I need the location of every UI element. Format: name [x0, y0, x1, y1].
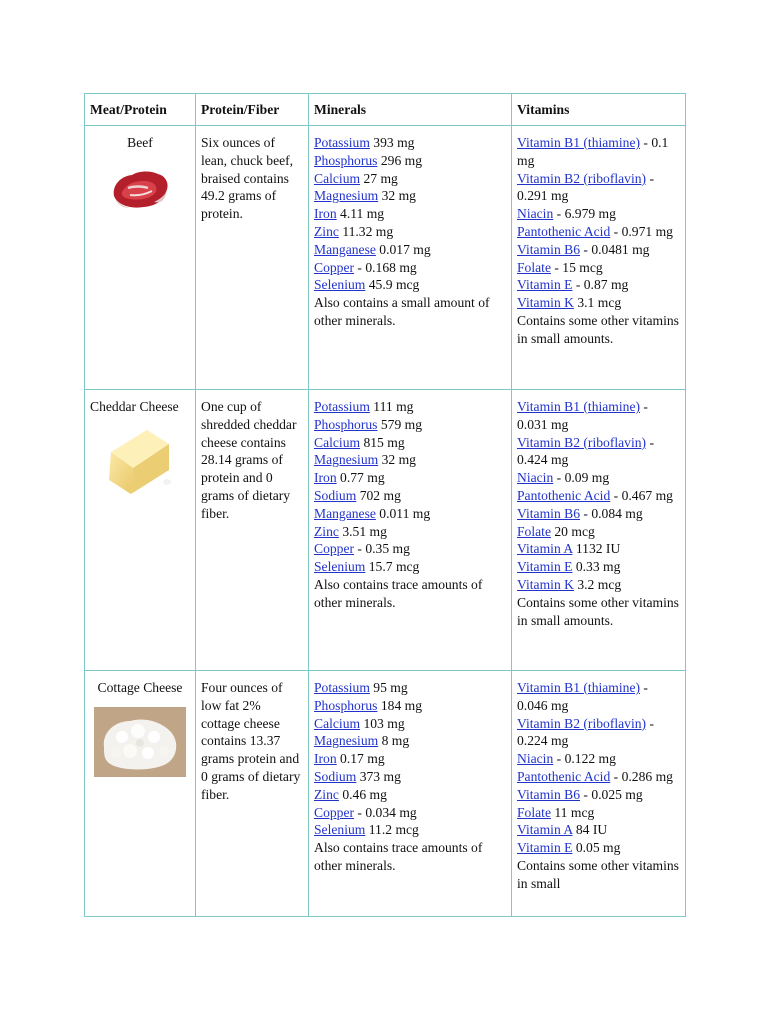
mineral-item: Potassium 95 mg	[314, 680, 408, 695]
minerals-note: Also contains trace amounts of other minerals.	[314, 840, 483, 873]
header-meat-protein: Meat/Protein	[85, 94, 196, 126]
mineral-link[interactable]: Sodium	[314, 487, 357, 503]
vitamin-item: Vitamin E - 0.87 mg	[517, 277, 629, 293]
mineral-link[interactable]: Calcium	[314, 715, 361, 731]
vitamin-link[interactable]: Vitamin A	[517, 541, 573, 557]
vitamin-item: Vitamin B6 - 0.025 mg	[517, 786, 643, 802]
vitamin-item: Vitamin A 84 IU	[517, 822, 608, 838]
mineral-item: Potassium 393 mg	[314, 135, 415, 150]
mineral-item: Magnesium 8 mg	[314, 733, 410, 749]
vitamin-item: Vitamin A 1132 IU	[517, 541, 621, 557]
mineral-item: Calcium 103 mg	[314, 715, 405, 731]
vitamin-item: Niacin - 6.979 mg	[517, 206, 616, 222]
vitamin-link[interactable]: Folate	[517, 523, 551, 539]
vitamin-link[interactable]: Folate	[517, 259, 551, 275]
vitamin-item: Vitamin B2 (riboflavin) - 0.424 mg	[517, 434, 654, 468]
vitamin-item: Pantothenic Acid - 0.971 mg	[517, 223, 673, 239]
vitamin-link[interactable]: Vitamin B6	[517, 505, 580, 521]
table-row	[85, 671, 686, 917]
mineral-link[interactable]: Selenium	[314, 277, 366, 293]
mineral-item: Sodium 373 mg	[314, 768, 401, 784]
cottage-cheese-photo	[94, 707, 186, 777]
vitamin-link[interactable]: Vitamin K	[517, 295, 574, 311]
vitamin-link[interactable]: Vitamin E	[517, 277, 573, 293]
nutrition-table	[84, 93, 686, 917]
vitamin-item: Vitamin B1 (thiamine) - 0.046 mg	[517, 680, 648, 713]
mineral-item: Sodium 702 mg	[314, 487, 401, 503]
vitamin-link[interactable]: Vitamin E	[517, 840, 573, 856]
vitamin-link[interactable]: Vitamin A	[517, 822, 573, 838]
minerals-note: Also contains a small amount of other minerals.	[314, 295, 490, 328]
mineral-link[interactable]: Sodium	[314, 768, 357, 784]
mineral-item: Selenium 11.2 mcg	[314, 822, 419, 838]
mineral-item: Magnesium 32 mg	[314, 188, 416, 204]
vitamin-item: Vitamin K 3.2 mcg	[517, 576, 622, 592]
vitamin-link[interactable]: Niacin	[517, 470, 554, 486]
food-name: Beef	[127, 135, 153, 150]
food-cell	[85, 671, 196, 917]
vitamin-link[interactable]: Vitamin E	[517, 559, 573, 575]
header-row	[85, 94, 686, 126]
mineral-link[interactable]: Magnesium	[314, 452, 379, 468]
mineral-item: Calcium 815 mg	[314, 434, 405, 450]
mineral-link[interactable]: Phosphorus	[314, 697, 378, 713]
mineral-link[interactable]: Calcium	[314, 434, 361, 450]
vitamin-item: Vitamin K 3.1 mcg	[517, 295, 622, 311]
mineral-item: Selenium 45.9 mcg	[314, 277, 420, 293]
vitamin-link[interactable]: Vitamin B1 (thiamine)	[517, 399, 641, 414]
mineral-link[interactable]: Iron	[314, 470, 337, 486]
vitamins-cell	[512, 126, 686, 390]
mineral-item: Copper - 0.034 mg	[314, 804, 417, 820]
mineral-item: Zinc 0.46 mg	[314, 786, 387, 802]
vitamin-item: Folate 20 mcg	[517, 523, 595, 539]
mineral-item: Iron 0.17 mg	[314, 751, 385, 767]
header-protein-fiber: Protein/Fiber	[196, 94, 309, 126]
mineral-item: Potassium 111 mg	[314, 399, 414, 414]
vitamin-item: Niacin - 0.122 mg	[517, 751, 616, 767]
mineral-link[interactable]: Selenium	[314, 559, 366, 575]
vitamin-item: Folate 11 mcg	[517, 804, 595, 820]
vitamin-link[interactable]: Niacin	[517, 206, 554, 222]
vitamin-item: Vitamin B6 - 0.0481 mg	[517, 241, 650, 257]
mineral-link[interactable]: Magnesium	[314, 733, 379, 749]
mineral-item: Phosphorus 184 mg	[314, 697, 423, 713]
vitamin-link[interactable]: Vitamin B1 (thiamine)	[517, 135, 641, 150]
vitamins-cell	[512, 671, 686, 917]
protein-cell: Four ounces of low fat 2% cottage cheese contains 13.37 grams protein and 0 grams of dietary fiber.	[196, 671, 309, 917]
mineral-link[interactable]: Manganese	[314, 505, 376, 521]
mineral-link[interactable]: Zinc	[314, 223, 339, 239]
mineral-link[interactable]: Selenium	[314, 822, 366, 838]
mineral-item: Magnesium 32 mg	[314, 452, 416, 468]
mineral-link[interactable]: Zinc	[314, 523, 339, 539]
mineral-item: Zinc 3.51 mg	[314, 523, 387, 539]
mineral-link[interactable]: Magnesium	[314, 188, 379, 204]
vitamin-link[interactable]: Vitamin B1 (thiamine)	[517, 680, 641, 695]
food-name: Cottage Cheese	[97, 680, 183, 695]
vitamin-item: Pantothenic Acid - 0.286 mg	[517, 768, 673, 784]
vitamin-item: Vitamin B6 - 0.084 mg	[517, 505, 643, 521]
vitamin-link[interactable]: Vitamin K	[517, 576, 574, 592]
food-cell	[85, 390, 196, 671]
mineral-item: Manganese 0.011 mg	[314, 505, 431, 521]
vitamins-note: Contains some other vitamins in small	[517, 857, 679, 891]
mineral-item: Iron 4.11 mg	[314, 206, 385, 222]
vitamin-link[interactable]: Folate	[517, 804, 551, 820]
table-row	[85, 126, 686, 390]
vitamin-link[interactable]: Pantothenic Acid	[517, 223, 611, 239]
mineral-link[interactable]: Phosphorus	[314, 416, 378, 432]
vitamin-item: Vitamin B1 (thiamine) - 0.031 mg	[517, 399, 648, 432]
minerals-cell	[309, 671, 512, 917]
mineral-link[interactable]: Copper	[314, 259, 355, 275]
vitamin-item: Vitamin B2 (riboflavin) - 0.224 mg	[517, 715, 654, 749]
mineral-link[interactable]: Potassium	[314, 399, 370, 414]
vitamin-link[interactable]: Niacin	[517, 751, 554, 767]
vitamin-link[interactable]: Vitamin B2 (riboflavin)	[517, 715, 647, 731]
vitamin-item: Niacin - 0.09 mg	[517, 470, 610, 486]
vitamin-link[interactable]: Vitamin B6	[517, 241, 580, 257]
minerals-cell	[309, 390, 512, 671]
vitamin-link[interactable]: Vitamin B2 (riboflavin)	[517, 434, 647, 450]
vitamin-link[interactable]: Vitamin B2 (riboflavin)	[517, 170, 647, 186]
mineral-item: Copper - 0.168 mg	[314, 259, 417, 275]
mineral-link[interactable]: Potassium	[314, 680, 370, 695]
raw-beef-steak-photo	[108, 166, 172, 212]
mineral-link[interactable]: Copper	[314, 541, 355, 557]
mineral-item: Iron 0.77 mg	[314, 470, 385, 486]
mineral-link[interactable]: Zinc	[314, 786, 339, 802]
vitamin-item: Pantothenic Acid - 0.467 mg	[517, 487, 673, 503]
vitamin-item: Vitamin B1 (thiamine) - 0.1 mg	[517, 135, 669, 168]
protein-cell: Six ounces of lean, chuck beef, braised contains 49.2 grams of protein.	[196, 126, 309, 390]
food-cell	[85, 126, 196, 390]
cheddar-cheese-block-photo	[107, 424, 173, 496]
vitamins-cell	[512, 390, 686, 671]
minerals-note: Also contains trace amounts of other minerals.	[314, 576, 483, 610]
vitamin-item: Folate - 15 mcg	[517, 259, 603, 275]
mineral-link[interactable]: Phosphorus	[314, 152, 378, 168]
vitamin-item: Vitamin E 0.33 mg	[517, 559, 621, 575]
vitamin-item: Vitamin B2 (riboflavin) - 0.291 mg	[517, 170, 654, 204]
table-row	[85, 390, 686, 671]
mineral-link[interactable]: Iron	[314, 206, 337, 222]
mineral-link[interactable]: Manganese	[314, 241, 376, 257]
protein-cell: One cup of shredded cheddar cheese contains 28.14 grams of protein and 0 grams of dietary fiber.	[196, 390, 309, 671]
mineral-item: Copper - 0.35 mg	[314, 541, 410, 557]
mineral-item: Phosphorus 296 mg	[314, 152, 423, 168]
header-minerals: Minerals	[309, 94, 512, 126]
mineral-item: Manganese 0.017 mg	[314, 241, 431, 257]
header-vitamins: Vitamins	[512, 94, 686, 126]
mineral-item: Zinc 11.32 mg	[314, 223, 394, 239]
mineral-link[interactable]: Potassium	[314, 135, 370, 150]
vitamin-link[interactable]: Pantothenic Acid	[517, 768, 611, 784]
vitamins-note: Contains some other vitamins in small amounts.	[517, 312, 679, 346]
vitamins-note: Contains some other vitamins in small amounts.	[517, 594, 679, 628]
vitamin-link[interactable]: Vitamin B6	[517, 786, 580, 802]
vitamin-link[interactable]: Pantothenic Acid	[517, 487, 611, 503]
mineral-link[interactable]: Copper	[314, 804, 355, 820]
mineral-link[interactable]: Calcium	[314, 170, 361, 186]
vitamin-item: Vitamin E 0.05 mg	[517, 840, 621, 856]
minerals-cell	[309, 126, 512, 390]
mineral-item: Selenium 15.7 mcg	[314, 559, 420, 575]
mineral-item: Calcium 27 mg	[314, 170, 398, 186]
food-name: Cheddar Cheese	[90, 399, 179, 414]
mineral-link[interactable]: Iron	[314, 751, 337, 767]
mineral-item: Phosphorus 579 mg	[314, 416, 423, 432]
